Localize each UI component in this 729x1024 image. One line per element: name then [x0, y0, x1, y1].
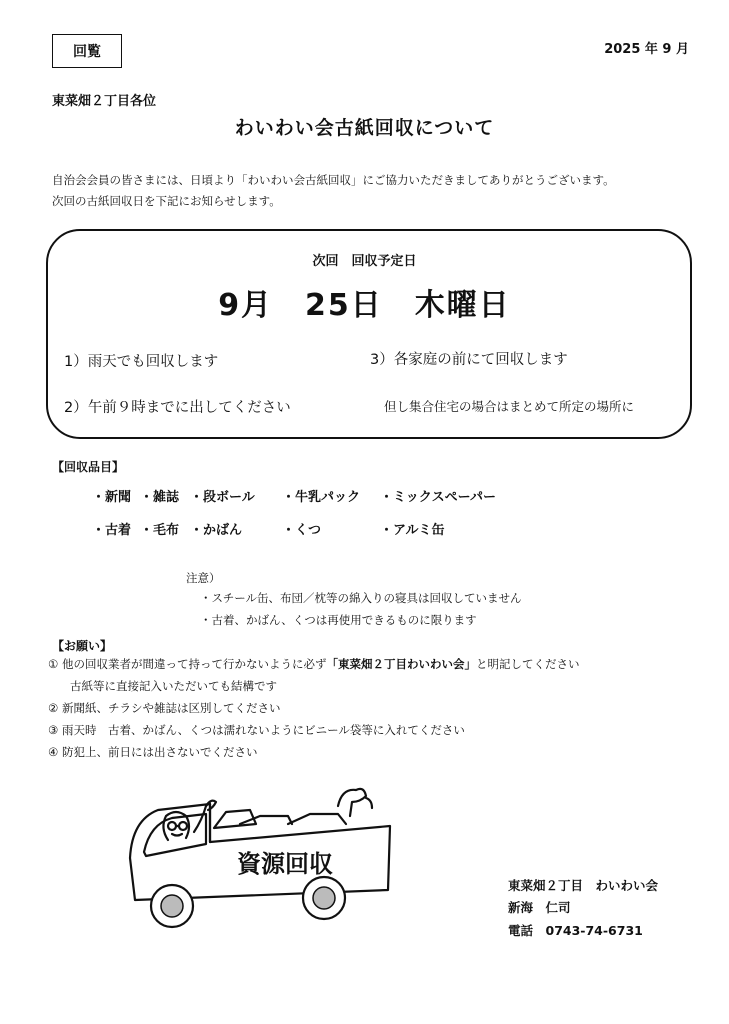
request-1-sub: 古紙等に直接記入いただいても結構です: [70, 679, 277, 693]
item-newspaper: ・新聞: [92, 490, 132, 505]
caution-line-1: ・スチール缶、布団／枕等の綿入りの寝具は回収していません: [200, 591, 522, 605]
item-milk-carton: ・牛乳パック: [282, 490, 361, 505]
item-magazine: ・雑誌: [140, 490, 180, 505]
item-bag: ・かばん: [190, 523, 243, 538]
request-4-number: ④: [48, 745, 59, 759]
request-1-bold-name: 「東菜畑２丁目わいわい会」: [326, 657, 476, 671]
request-2-number: ②: [48, 701, 59, 715]
truck-label: 資源回収: [237, 850, 333, 878]
items-heading: 【回収品目】: [52, 460, 125, 474]
item-mixed-paper: ・ミックスペーパー: [380, 490, 496, 505]
footer-organization: 東菜畑２丁目 わいわい会: [508, 878, 659, 893]
request-1-text-end: と明記してください: [475, 657, 580, 671]
request-4-text: 防犯上、前日には出さないでください: [61, 745, 258, 759]
request-1-text: 他の回収業者が間違って持って行かないように必ず: [61, 657, 327, 671]
caution-line-2: ・古着、かばん、くつは再使用できるものに限ります: [200, 613, 477, 627]
request-1: [48, 656, 579, 672]
item-blanket: ・毛布: [140, 523, 180, 538]
request-3-number: ③: [48, 723, 59, 737]
footer-phone: 電話 0743-74-6731: [508, 923, 643, 938]
schedule-note-2: 2）午前９時までに出してください: [64, 400, 291, 416]
intro-line-1: 自治会会員の皆さまには、日頃より「わいわい会古紙回収」にご協力いただきましてありがとうございます。: [52, 173, 615, 187]
item-clothes: ・古着: [92, 523, 132, 538]
collection-date: 9月 25日 木曜日: [218, 288, 511, 323]
intro-line-2: 次回の古紙回収日を下記にお知らせします。: [52, 194, 281, 208]
request-4: [48, 744, 257, 760]
schedule-note-4: 但し集合住宅の場合はまとめて所定の場所に: [384, 399, 635, 414]
footer-contact-person: 新海 仁司: [508, 900, 571, 915]
circulation-stamp: 回覧: [52, 34, 122, 68]
recycling-truck-illustration: [110, 780, 400, 940]
item-aluminum-can: ・アルミ缶: [380, 523, 445, 538]
schedule-heading: 次回 回収予定日: [312, 254, 417, 269]
page-title: わいわい会古紙回収について: [234, 117, 495, 139]
requests-heading: 【お願い】: [52, 639, 113, 653]
item-cardboard: ・段ボール: [190, 490, 255, 505]
addressee: 東菜畑２丁目各位: [52, 94, 157, 109]
request-2-text: 新聞紙、チラシや雑誌は区別してください: [61, 701, 281, 715]
request-3-text: 雨天時 古着、かばん、くつは濡れないようにビニール袋等に入れてください: [61, 723, 465, 737]
request-1-number: ①: [48, 657, 59, 671]
request-2: [48, 700, 280, 716]
issue-date: 2025 年 9 月: [604, 42, 689, 57]
schedule-note-1: 1）雨天でも回収します: [64, 354, 219, 370]
schedule-note-3: 3）各家庭の前にて回収します: [370, 352, 568, 368]
caution-heading: 注意）: [186, 571, 221, 585]
request-3: [48, 722, 465, 738]
item-shoes: ・くつ: [282, 523, 322, 538]
